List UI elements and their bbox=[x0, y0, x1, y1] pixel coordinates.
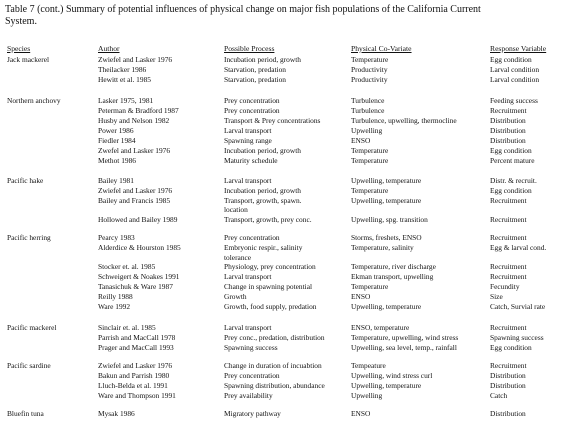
cell-possible-process: Transport, growth, prey conc. bbox=[224, 215, 312, 224]
cell-species: Pacific mackerel bbox=[7, 323, 57, 332]
table-row bbox=[0, 146, 576, 156]
cell-author: Fiedler 1984 bbox=[98, 136, 136, 145]
table-row bbox=[0, 65, 576, 75]
table-row bbox=[0, 176, 576, 186]
cell-author: Bailey and Francis 1985 bbox=[98, 196, 171, 205]
cell-author: Peterman & Bradford 1987 bbox=[98, 106, 179, 115]
cell-physical-co-variate: Turbulence, upwelling, thermocline bbox=[351, 116, 457, 125]
cell-author: Alderdice & Hourston 1985 bbox=[98, 243, 181, 252]
cell-author: Sinclair et. al. 1985 bbox=[98, 323, 156, 332]
table-row bbox=[0, 333, 576, 343]
table-row bbox=[0, 126, 576, 136]
cell-physical-co-variate: Temperature bbox=[351, 282, 389, 291]
cell-physical-co-variate: Upwelling, temperature bbox=[351, 302, 422, 311]
cell-physical-co-variate: Temperature bbox=[351, 186, 389, 195]
cell-response-variable: Distribution bbox=[490, 381, 526, 390]
cell-response-variable: Distr. & recruit. bbox=[490, 176, 537, 185]
cell-response-variable: Larval condition bbox=[490, 75, 540, 84]
cell-possible-process: Prey concentration bbox=[224, 96, 280, 105]
cell-response-variable: Distribution bbox=[490, 126, 526, 135]
cell-response-variable: Catch, Survial rate bbox=[490, 302, 546, 311]
cell-response-variable: Distribution bbox=[490, 136, 526, 145]
cell-physical-co-variate: Upwelling, temperature bbox=[351, 196, 422, 205]
cell-possible-process: Spawning distribution, abundance bbox=[224, 381, 325, 390]
cell-physical-co-variate: ENSO, temperature bbox=[351, 323, 410, 332]
cell-possible-process: Incubation period, growth bbox=[224, 186, 301, 195]
cell-author: Parrish and MacCall 1978 bbox=[98, 333, 176, 342]
cell-response-variable: Recruitment bbox=[490, 323, 527, 332]
cell-author: Zwiefel and Lasker 1976 bbox=[98, 186, 173, 195]
cell-response-variable: Distribution bbox=[490, 371, 526, 380]
table-row bbox=[0, 262, 576, 272]
cell-physical-co-variate: Temperature, salinity bbox=[351, 243, 414, 252]
cell-physical-co-variate: Upwelling, temperature bbox=[351, 176, 422, 185]
cell-physical-co-variate: Upwelling, temperature bbox=[351, 381, 422, 390]
table-row bbox=[0, 371, 576, 381]
cell-response-variable: Egg condition bbox=[490, 343, 532, 352]
table-row bbox=[0, 361, 576, 371]
cell-species: Bluefin tuna bbox=[7, 409, 44, 418]
cell-physical-co-variate: Ekman transport, upwelling bbox=[351, 272, 434, 281]
cell-author: Tanasichuk & Ware 1987 bbox=[98, 282, 173, 291]
table-row bbox=[0, 391, 576, 401]
header-response-variable: Response Variable bbox=[490, 44, 547, 53]
cell-author: Hollowed and Bailey 1989 bbox=[98, 215, 178, 224]
cell-possible-process: Incubation period, growth bbox=[224, 55, 301, 64]
table-row bbox=[0, 292, 576, 302]
cell-author: Hewitt et al. 1985 bbox=[98, 75, 151, 84]
cell-author: Bakun and Parrish 1980 bbox=[98, 371, 170, 380]
table-header bbox=[0, 44, 576, 54]
cell-response-variable: Feeding success bbox=[490, 96, 538, 105]
cell-possible-process: Larval transport bbox=[224, 176, 272, 185]
cell-author: Schweigert & Noakes 1991 bbox=[98, 272, 180, 281]
header-author: Author bbox=[98, 44, 120, 53]
cell-author: Pearcy 1983 bbox=[98, 233, 135, 242]
header-physical-co-variate: Physical Co-Variate bbox=[351, 44, 412, 53]
cell-physical-co-variate: Upwelling, wind stress curl bbox=[351, 371, 433, 380]
table-row bbox=[0, 205, 576, 215]
cell-response-variable: Recruitment bbox=[490, 272, 527, 281]
cell-author: Mysak 1986 bbox=[98, 409, 135, 418]
cell-author: Ware and Thompson 1991 bbox=[98, 391, 176, 400]
cell-response-variable: Egg & larval cond. bbox=[490, 243, 547, 252]
cell-possible-process: Incubation period, growth bbox=[224, 146, 301, 155]
cell-possible-process: Starvation, predation bbox=[224, 65, 286, 74]
cell-possible-process: Transport & Prey concentrations bbox=[224, 116, 321, 125]
cell-response-variable: Distribution bbox=[490, 409, 526, 418]
cell-physical-co-variate: Productivity bbox=[351, 75, 388, 84]
cell-response-variable: Recruitment bbox=[490, 233, 527, 242]
cell-physical-co-variate: Upwelling bbox=[351, 391, 383, 400]
cell-physical-co-variate: ENSO bbox=[351, 409, 371, 418]
cell-possible-process: Prey concentration bbox=[224, 371, 280, 380]
cell-physical-co-variate: ENSO bbox=[351, 292, 371, 301]
cell-species: Jack mackerel bbox=[7, 55, 50, 64]
table-row bbox=[0, 215, 576, 225]
cell-response-variable: Size bbox=[490, 292, 503, 301]
cell-physical-co-variate: Upwelling, spg. transition bbox=[351, 215, 428, 224]
cell-physical-co-variate: ENSO bbox=[351, 136, 371, 145]
cell-author: Stocker et. al. 1985 bbox=[98, 262, 156, 271]
cell-author: Husby and Nelson 1982 bbox=[98, 116, 170, 125]
table-caption: Table 7 (cont.) Summary of potential influences of physical change on major fish populations of the California Current System. bbox=[5, 4, 481, 27]
cell-physical-co-variate: Tempeature bbox=[351, 361, 386, 370]
cell-species: Northern anchovy bbox=[7, 96, 61, 105]
cell-possible-process: Transport, growth, spawn. bbox=[224, 196, 302, 205]
cell-response-variable: Egg condition bbox=[490, 55, 532, 64]
cell-possible-process: Spawning range bbox=[224, 136, 272, 145]
table-row bbox=[0, 343, 576, 353]
cell-author: Bailey 1981 bbox=[98, 176, 134, 185]
cell-possible-process: Prey concentration bbox=[224, 106, 280, 115]
cell-possible-process: Prey conc., predation, distribution bbox=[224, 333, 325, 342]
cell-physical-co-variate: Storms, freshets, ENSO bbox=[351, 233, 422, 242]
cell-response-variable: Recruitment bbox=[490, 215, 527, 224]
cell-possible-process: Larval transport bbox=[224, 126, 272, 135]
table-row bbox=[0, 323, 576, 333]
cell-response-variable: Egg condition bbox=[490, 186, 532, 195]
cell-physical-co-variate: Turbulence bbox=[351, 106, 385, 115]
cell-response-variable: Recruitment bbox=[490, 106, 527, 115]
cell-response-variable: Spawning success bbox=[490, 333, 544, 342]
cell-author: Zwefel and Lasker 1976 bbox=[98, 146, 171, 155]
cell-physical-co-variate: Temperature, river discharge bbox=[351, 262, 436, 271]
cell-physical-co-variate: Productivity bbox=[351, 65, 388, 74]
cell-author: Reilly 1988 bbox=[98, 292, 133, 301]
cell-author: Zwiefel and Lasker 1976 bbox=[98, 361, 173, 370]
table-row bbox=[0, 233, 576, 243]
table-row bbox=[0, 96, 576, 106]
cell-possible-process: Migratory pathway bbox=[224, 409, 281, 418]
table-row bbox=[0, 186, 576, 196]
cell-physical-co-variate: Upwelling bbox=[351, 126, 383, 135]
cell-response-variable: Percent mature bbox=[490, 156, 535, 165]
cell-author: Methot 1986 bbox=[98, 156, 136, 165]
header-possible-process: Possible Process bbox=[224, 44, 275, 53]
cell-author: Zwiefel and Lasker 1976 bbox=[98, 55, 173, 64]
table-row bbox=[0, 282, 576, 292]
cell-possible-process: location bbox=[224, 205, 248, 214]
cell-physical-co-variate: Upwelling, sea level, temp., rainfall bbox=[351, 343, 457, 352]
cell-response-variable: Egg condition bbox=[490, 146, 532, 155]
cell-physical-co-variate: Temperature bbox=[351, 156, 389, 165]
cell-response-variable: Larval condition bbox=[490, 65, 540, 74]
table-row bbox=[0, 243, 576, 253]
table-row bbox=[0, 272, 576, 282]
cell-possible-process: Prey availability bbox=[224, 391, 273, 400]
cell-author: Power 1986 bbox=[98, 126, 134, 135]
cell-author: Lasker 1975, 1981 bbox=[98, 96, 154, 105]
cell-author: Lluch-Belda et al. 1991 bbox=[98, 381, 168, 390]
cell-possible-process: tolerance bbox=[224, 253, 252, 262]
cell-response-variable: Catch bbox=[490, 391, 508, 400]
table-row bbox=[0, 75, 576, 85]
table-row bbox=[0, 302, 576, 312]
cell-species: Pacific hake bbox=[7, 176, 44, 185]
table-row bbox=[0, 55, 576, 65]
cell-species: Pacific herring bbox=[7, 233, 51, 242]
table-row bbox=[0, 409, 576, 419]
cell-possible-process: Spawning success bbox=[224, 343, 278, 352]
cell-possible-process: Prey concentration bbox=[224, 233, 280, 242]
cell-possible-process: Change in spawning potential bbox=[224, 282, 313, 291]
cell-possible-process: Growth, food supply, predation bbox=[224, 302, 317, 311]
cell-response-variable: Fecundity bbox=[490, 282, 520, 291]
cell-possible-process: Starvation, predation bbox=[224, 75, 286, 84]
cell-possible-process: Change in duration of incuabtion bbox=[224, 361, 322, 370]
cell-physical-co-variate: Temperature, upwelling, wind stress bbox=[351, 333, 459, 342]
table-row bbox=[0, 381, 576, 391]
cell-response-variable: Recruitment bbox=[490, 262, 527, 271]
cell-response-variable: Distribution bbox=[490, 116, 526, 125]
cell-physical-co-variate: Temperature bbox=[351, 55, 389, 64]
cell-possible-process: Maturity schedule bbox=[224, 156, 278, 165]
cell-possible-process: Growth bbox=[224, 292, 247, 301]
table-row bbox=[0, 156, 576, 166]
cell-physical-co-variate: Temperature bbox=[351, 146, 389, 155]
cell-response-variable: Recruitment bbox=[490, 196, 527, 205]
table-row bbox=[0, 106, 576, 116]
cell-possible-process: Embryonic respir., salinity bbox=[224, 243, 303, 252]
cell-possible-process: Larval transport bbox=[224, 323, 272, 332]
cell-response-variable: Recruitment bbox=[490, 361, 527, 370]
table-row bbox=[0, 116, 576, 126]
header-species: Species bbox=[7, 44, 31, 53]
cell-physical-co-variate: Turbulence bbox=[351, 96, 385, 105]
cell-possible-process: Physiology, prey concentration bbox=[224, 262, 316, 271]
cell-author: Prager and MacCall 1993 bbox=[98, 343, 174, 352]
cell-author: Theilacker 1986 bbox=[98, 65, 147, 74]
table-row bbox=[0, 136, 576, 146]
cell-author: Ware 1992 bbox=[98, 302, 131, 311]
cell-possible-process: Larval transport bbox=[224, 272, 272, 281]
cell-species: Pacific sardine bbox=[7, 361, 51, 370]
